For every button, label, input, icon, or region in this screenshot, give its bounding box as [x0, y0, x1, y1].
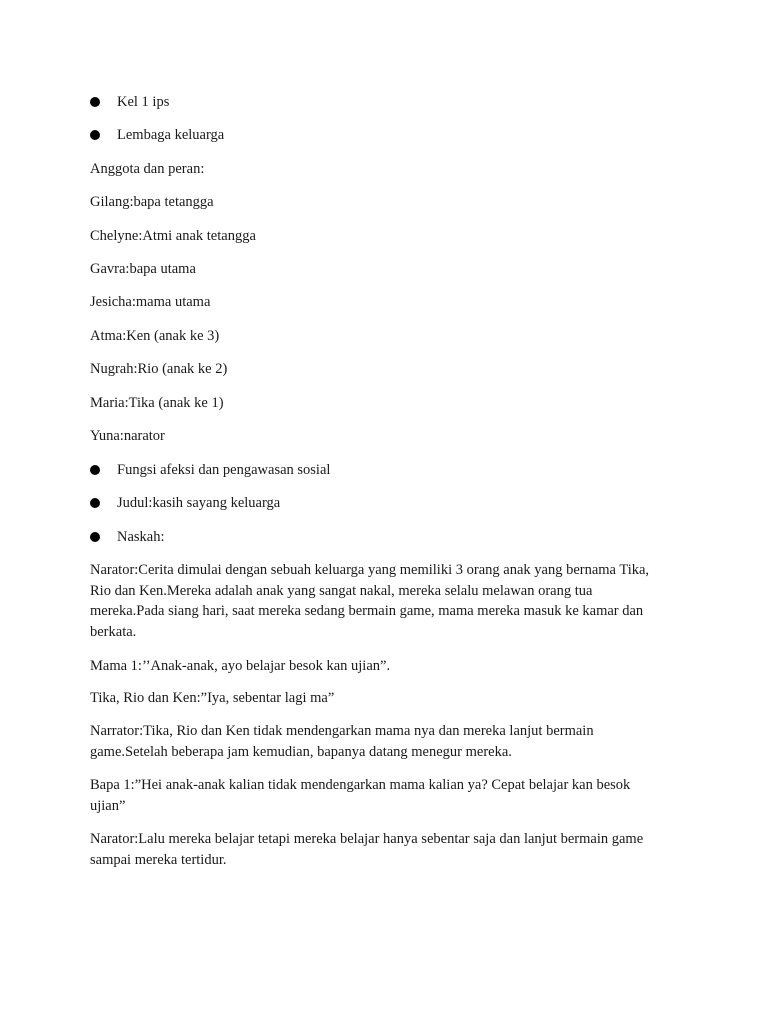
bullet-text: Lembaga keluarga [117, 127, 225, 143]
bullet-icon [90, 97, 100, 107]
bullet-text: Judul:kasih sayang keluarga [117, 495, 281, 511]
script-paragraph [90, 560, 680, 642]
script-line: Tika, Rio dan Ken:”Iya, sebentar lagi ma” [90, 690, 335, 706]
cast-line: Chelyne:Atmi anak tetangga [90, 228, 256, 244]
script-paragraph [90, 721, 680, 762]
script-paragraph [90, 829, 680, 870]
script-line: Narrator:Tika, Rio dan Ken tidak mendengarkan mama nya dan mereka lanjut bermain [90, 723, 594, 739]
cast-line: Gavra:bapa utama [90, 261, 196, 277]
script-line: Narator:Lalu mereka belajar tetapi mereka belajar hanya sebentar saja dan lanjut bermain game [90, 831, 644, 847]
script-paragraph [90, 688, 680, 709]
script-line: Narator:Cerita dimulai dengan sebuah keluarga yang memiliki 3 orang anak yang bernama Tika, [90, 562, 650, 578]
script-line: Bapa 1:”Hei anak-anak kalian tidak mendengarkan mama kalian ya? Cepat belajar kan besok [90, 777, 631, 793]
cast-line: Jesicha:mama utama [90, 294, 211, 310]
cast-heading: Anggota dan peran: [90, 161, 205, 177]
script-line: game.Setelah beberapa jam kemudian, bapanya datang menegur mereka. [90, 743, 512, 760]
bullet-icon [90, 532, 100, 542]
cast-line: Nugrah:Rio (anak ke 2) [90, 361, 228, 377]
cast-line: Yuna:narator [90, 428, 165, 444]
script-line: Rio dan Ken.Mereka adalah anak yang sangat nakal, mereka selalu melawan orang tua [90, 582, 593, 599]
bullet-text: Naskah: [117, 529, 165, 545]
cast-line: Gilang:bapa tetangga [90, 194, 214, 210]
script-line: ujian” [90, 797, 126, 814]
bullet-icon [90, 465, 100, 475]
bullet-text: Fungsi afeksi dan pengawasan sosial [117, 462, 331, 478]
bullet-icon [90, 498, 100, 508]
script-line: mereka.Pada siang hari, saat mereka sedang bermain game, mama mereka masuk ke kamar dan [90, 603, 644, 619]
cast-line: Maria:Tika (anak ke 1) [90, 395, 224, 411]
script-line: berkata. [90, 623, 137, 640]
script-paragraph [90, 775, 680, 816]
script-line: Mama 1:’’Anak-anak, ayo belajar besok kan ujian”. [90, 658, 391, 674]
bullet-text: Kel 1 ips [117, 94, 170, 110]
cast-line: Atma:Ken (anak ke 3) [90, 328, 220, 344]
bullet-icon [90, 130, 100, 140]
script-line: sampai mereka tertidur. [90, 851, 227, 868]
script-paragraph [90, 656, 680, 677]
